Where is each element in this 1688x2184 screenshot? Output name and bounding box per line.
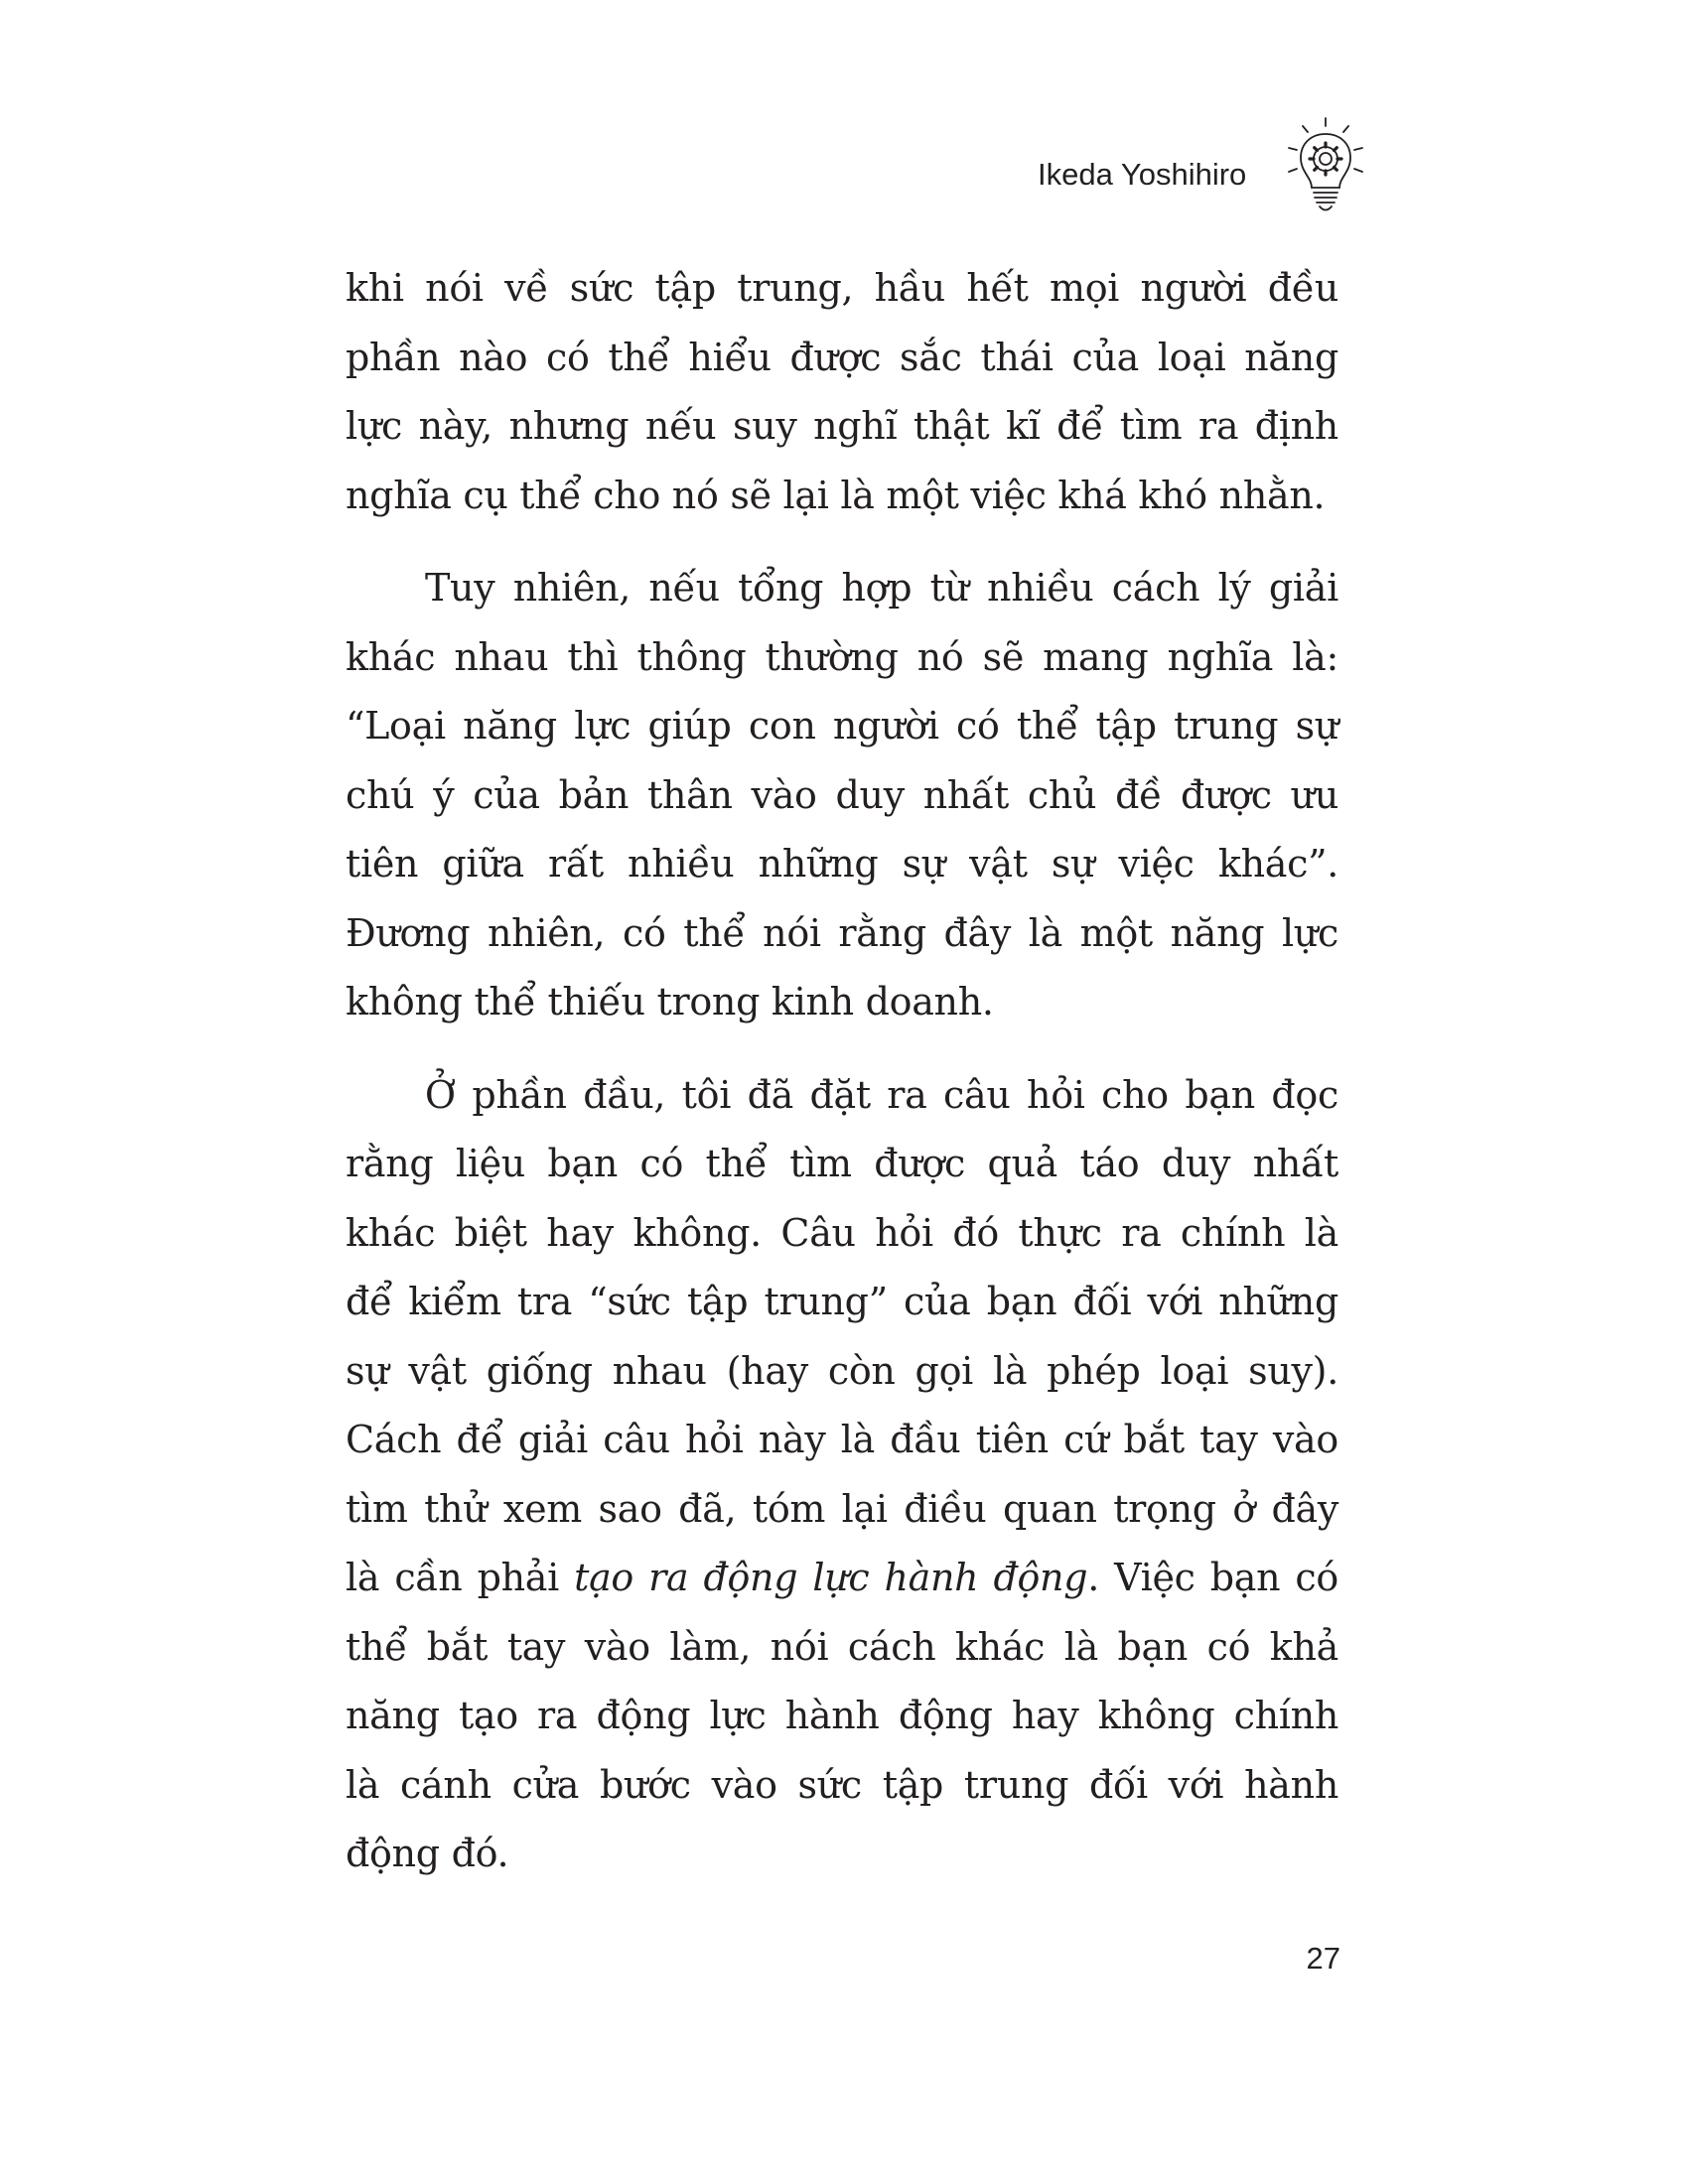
text-line: tiên giữa rất nhiều những sự vật sự việc khác”.	[346, 842, 1338, 886]
text-line: Đương nhiên, có thể nói rằng đây là một năng lực	[346, 910, 1338, 955]
text-fragment: là cần phải	[346, 1556, 575, 1599]
text-line: năng tạo ra động lực hành động hay không chính	[346, 1694, 1338, 1737]
text-line: động đó.	[346, 1832, 509, 1875]
text-line: là cánh cửa bước vào sức tập trung đối với hành	[346, 1762, 1338, 1807]
text-line: chú ý của bản thân vào duy nhất chủ đề được ưu	[346, 772, 1338, 817]
lightbulb-gear-icon	[1281, 114, 1370, 223]
text-line: không thể thiếu trong kinh doanh.	[346, 980, 994, 1024]
text-line: lực này, nhưng nếu suy nghĩ thật kĩ để tìm ra định	[346, 404, 1338, 448]
text-line: thể bắt tay vào làm, nói cách khác là bạn có khả	[346, 1624, 1338, 1669]
running-header-author: Ikeda Yoshihiro	[1038, 157, 1247, 192]
text-line: “Loại năng lực giúp con người có thể tập trung sự	[346, 704, 1338, 748]
text-line: nghĩa cụ thể cho nó sẽ lại là một việc khá khó nhằn.	[346, 473, 1326, 517]
text-line: để kiểm tra “sức tập trung” của bạn đối với những	[346, 1280, 1338, 1323]
text-line-with-emphasis	[346, 1544, 1338, 1613]
paragraph-1	[346, 254, 1338, 530]
text-line: Tuy nhiên, nếu tổng hợp từ nhiều cách lý giải	[425, 566, 1338, 610]
text-line: phần nào có thể hiểu được sắc thái của loại năng	[346, 335, 1338, 379]
text-line: Cách để giải câu hỏi này là đầu tiên cứ bắt tay vào	[346, 1418, 1338, 1461]
emphasis-text: tạo ra động lực hành động	[574, 1556, 1088, 1599]
text-line: khác nhau thì thông thường nó sẽ mang nghĩa là:	[346, 634, 1338, 679]
paragraph-2	[346, 554, 1338, 1037]
paragraph-3	[346, 1061, 1338, 1889]
text-line: rằng liệu bạn có thể tìm được quả táo duy nhất	[346, 1142, 1338, 1185]
text-line: khi nói về sức tập trung, hầu hết mọi người đều	[346, 266, 1338, 310]
text-line: tìm thử xem sao đã, tóm lại điều quan trọng ở đây	[346, 1486, 1338, 1531]
page-number: 27	[1306, 1941, 1340, 1976]
text-line: Ở phần đầu, tôi đã đặt ra câu hỏi cho bạn đọc	[425, 1072, 1338, 1117]
text-line: sự vật giống nhau (hay còn gọi là phép loại suy).	[346, 1348, 1338, 1393]
body-text	[346, 254, 1338, 1889]
text-line: khác biệt hay không. Câu hỏi đó thực ra chính là	[346, 1210, 1338, 1255]
text-fragment: . Việc bạn có	[1087, 1556, 1338, 1599]
